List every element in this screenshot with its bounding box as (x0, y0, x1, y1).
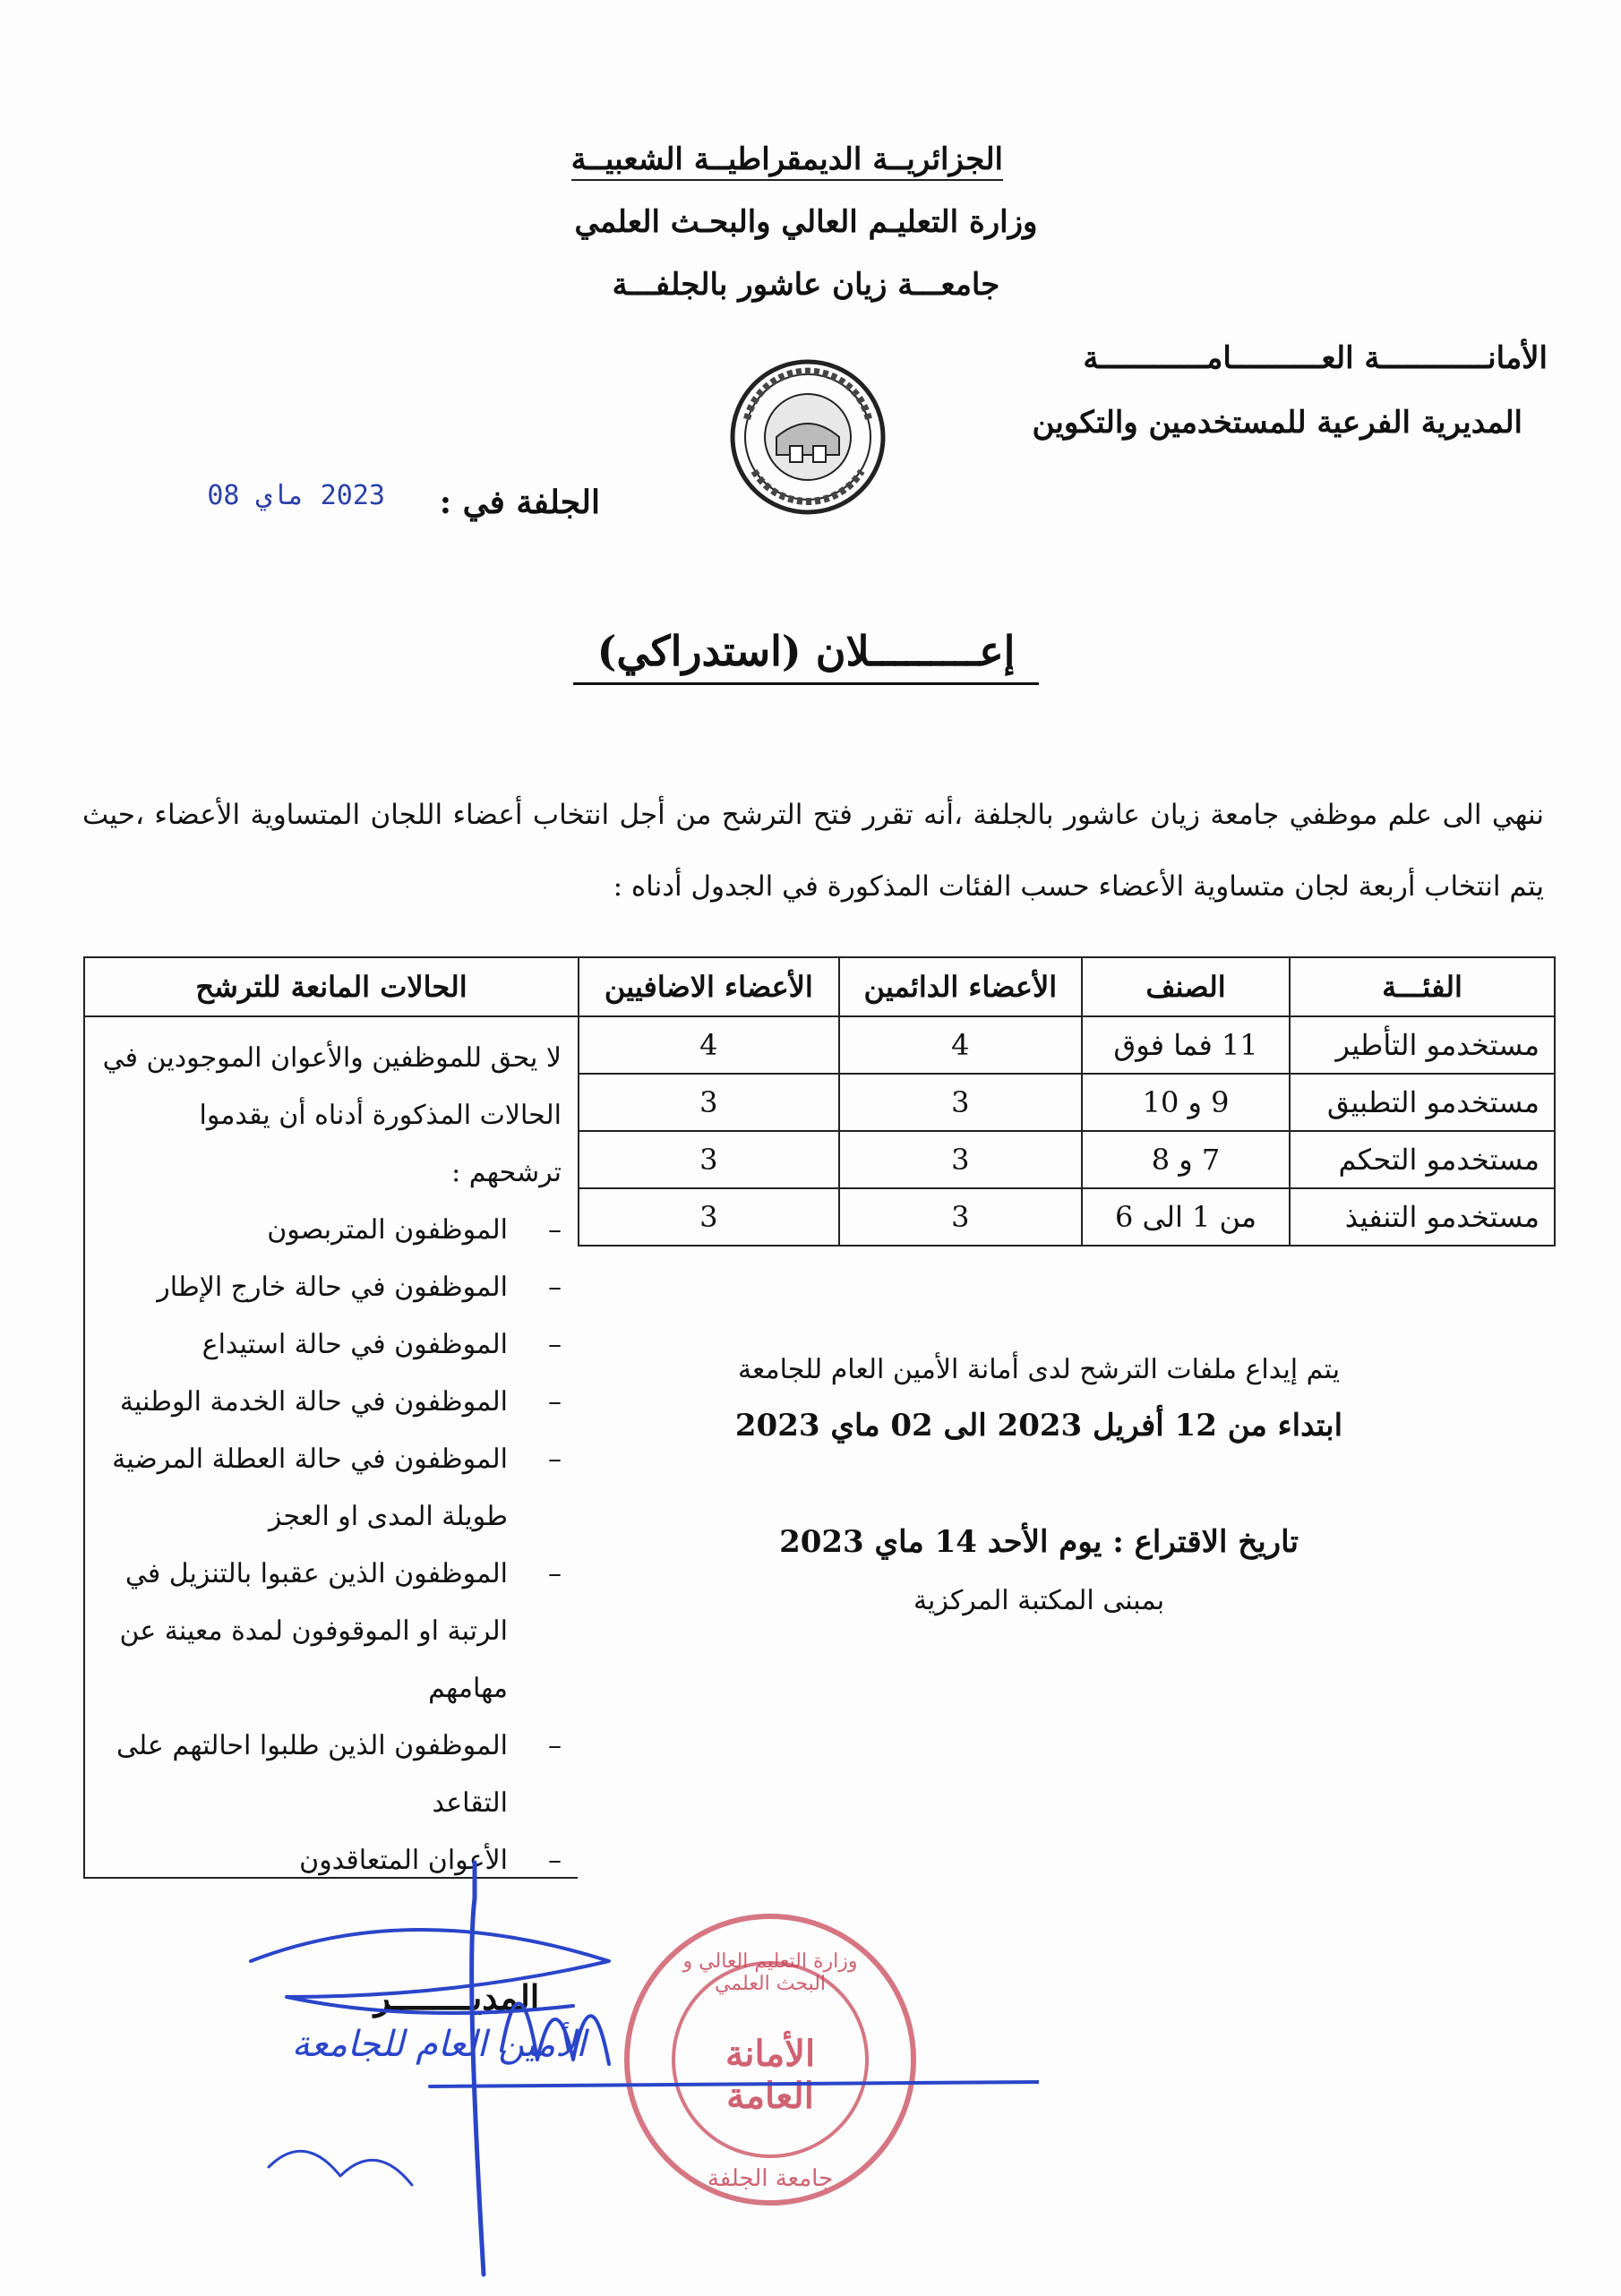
row-rank: 7 و 8 (1082, 1131, 1290, 1188)
signature-handwritten: الأمين العام للجامعة (291, 2024, 587, 2065)
row-rank: من 1 الى 6 (1082, 1188, 1290, 1246)
conditions-intro: لا يحق للموظفين والأعوان الموجودين في الحالات المذكورة أدناه أن يقدموا ترشحهم : (102, 1042, 562, 1188)
table-header-row (579, 957, 1555, 1016)
row-permanent: 4 (839, 1016, 1082, 1074)
row-rank: 11 فما فوق (1082, 1016, 1290, 1074)
list-item: – الأعوان المتعاقدون (101, 1832, 562, 1889)
director-label: المديــــــــر (373, 1977, 540, 2018)
row-permanent: 3 (839, 1074, 1082, 1131)
conditions-box (83, 956, 578, 1879)
row-alternate: 3 (579, 1188, 839, 1246)
signature (233, 1845, 1039, 2292)
deposit-dates: ابتداء من 12 أفريل 2023 الى 02 ماي 2023 (734, 1408, 1343, 1444)
country-name: الجزائريــة الديمقراطيــة الشعبيــة (591, 141, 1003, 177)
conditions-cell (85, 1017, 578, 1902)
seal-text: وزارة التعليم العالي و البحث العلمي (682, 1950, 858, 1995)
committees-table (578, 956, 1556, 1247)
conditions-list (101, 1202, 562, 1889)
header-alternate: الأعضاء الاضافيين (579, 957, 839, 1016)
general-secretariat: الأمانــــــــــــة العــــــــــامــــــــــــة (1083, 340, 1548, 376)
deposit-line: يتم إيداع ملفات الترشح لدى أمانة الأمين العام للجامعة (737, 1354, 1341, 1385)
row-category: مستخدمو التنفيذ (1290, 1188, 1555, 1246)
seal-center: الأمانة العامة (725, 2033, 816, 2117)
ministry-name: وزارة التعليـم العالي والبحـث العلمي (574, 204, 1038, 240)
header-rank: الصنف (1082, 957, 1290, 1016)
committees-table-wrap (578, 956, 1556, 1247)
header-category: الفئـــة (1290, 957, 1555, 1016)
university-name: جامعـــة زيان عاشور بالجلفـــة (612, 267, 1000, 303)
list-item: – الموظفون المتربصون (101, 1202, 562, 1259)
table-row (579, 1016, 1555, 1074)
header-permanent: الأعضاء الدائمين (839, 957, 1082, 1016)
vote-date: تاريخ الاقتراع : يوم الأحد 14 ماي 2023 (779, 1524, 1299, 1560)
list-item: – الموظفون في حالة خارج الإطار (101, 1259, 562, 1316)
list-item: – الموظفون الذين طلبوا احالتهم على التقاعد (101, 1718, 562, 1832)
table-row (579, 1131, 1555, 1188)
list-item: – الموظفون الذين عقبوا بالتنزيل في الرتبة او الموقوفون لمدة معينة عن مهامهم (101, 1546, 562, 1718)
sub-directorate: المديرية الفرعية للمستخدمين والتكوين (1032, 405, 1522, 441)
date-stamp: 2023 ماي 08 (207, 480, 385, 511)
announcement-title: إعـــــــــلان (استدراكي) (573, 627, 1039, 685)
list-item: – الموظفون في حالة استيداع (101, 1316, 562, 1374)
intro-paragraph: ننهي الى علم موظفي جامعة زيان عاشور بالجلفة ،أنه تقرر فتح الترشح من أجل انتخاب أعضاء اللجان المتساوية الأعضاء ،حيث يتم انتخاب أربعة لجان متساوية الأعضاء حسب الفئات المذكورة في الجدول أدناه : (82, 799, 1544, 903)
row-rank: 9 و 10 (1082, 1074, 1290, 1131)
row-alternate: 4 (579, 1016, 839, 1074)
vote-location: بمبنى المكتبة المركزية (913, 1585, 1165, 1616)
header-conditions: الحالات المانعة للترشح (85, 958, 578, 1017)
row-category: مستخدمو التطبيق (1290, 1074, 1555, 1131)
list-item: – الموظفون في حالة الخدمة الوطنية (101, 1374, 562, 1431)
university-logo (727, 356, 888, 518)
row-category: مستخدمو التأطير (1290, 1016, 1555, 1074)
row-permanent: 3 (839, 1188, 1082, 1246)
list-item: – الموظفون في حالة العطلة المرضية طويلة المدى او العجز (101, 1431, 562, 1546)
table-row (579, 1188, 1555, 1246)
row-alternate: 3 (579, 1074, 839, 1131)
seal-bottom: جامعة الجلفة (707, 2165, 834, 2192)
place-label: الجلفة في : (439, 484, 600, 521)
row-category: مستخدمو التحكم (1290, 1131, 1555, 1188)
row-alternate: 3 (579, 1131, 839, 1188)
row-permanent: 3 (839, 1131, 1082, 1188)
table-row (579, 1074, 1555, 1131)
